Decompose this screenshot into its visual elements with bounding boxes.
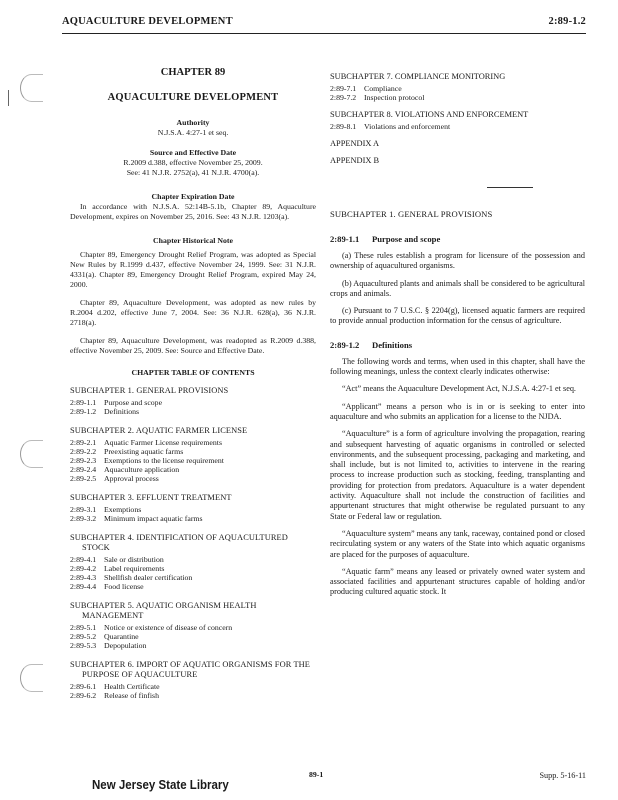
- body-subchapter-heading: SUBCHAPTER 1. GENERAL PROVISIONS: [330, 209, 493, 219]
- toc-entry[interactable]: 2:89-3.2 Minimum impact aquatic farms: [70, 514, 203, 523]
- body-paragraph: (a) These rules establish a program for licensure of the possession and ownership of aquacultured organisms.: [330, 251, 585, 271]
- section-heading: [330, 340, 585, 351]
- section-number: 2:89-1.1: [330, 234, 360, 244]
- definition-paragraph: “Aquaculture” is a form of agriculture involving the propagation, rearing and subsequent harvesting of aquatic organisms in controlled or selected environments, and the subsequent processing, packaging and marketing, and shall include, but is not limited to, activities to intervene in the rearing process to increase production such as stocking, feeding, transplanting and providing for protection from predators. Aquaculture is a water dependent activity. Aquaculture shall not include the construction of facilities and appurtenant structures that might otherwise be regulated pursuant to any State or Federal law or regulation.: [330, 429, 585, 521]
- binding-hole-mark: [20, 440, 43, 468]
- body-paragraph: (c) Pursuant to 7 U.S.C. § 2204(g), licensed aquatic farmers are required to provide annual production information for the census of agriculture.: [330, 306, 585, 326]
- toc-subchapter: SUBCHAPTER 3. EFFLUENT TREATMENT: [70, 493, 232, 502]
- definition-paragraph: “Aquaculture system” means any tank, raceway, contained pond or closed recirculating system or any waters of the State into which aquatic organisms are placed for the purposes of aquaculture.: [330, 528, 585, 559]
- section-title: Purpose and scope: [372, 234, 441, 244]
- supplement-date: Supp. 5-16-11: [539, 771, 586, 780]
- definition-paragraph: “Act” means the Aquaculture Development Act, N.J.S.A. 4:27-1 et seq.: [342, 384, 576, 394]
- section-title: Definitions: [372, 339, 413, 350]
- toc-appendix-b[interactable]: APPENDIX B: [330, 156, 380, 165]
- body-paragraph: The following words and terms, when used in this chapter, shall have the following meanings, unless the context clearly indicates otherwise:: [330, 356, 585, 377]
- toc-entry[interactable]: 2:89-4.4 Food license: [70, 582, 144, 591]
- toc-entry[interactable]: 2:89-4.1 Sale or distribution: [70, 555, 164, 564]
- library-stamp: New Jersey State Library: [92, 778, 229, 792]
- toc-section-list: [70, 555, 316, 591]
- toc-entry[interactable]: 2:89-2.1 Aquatic Farmer License requirements: [70, 438, 222, 447]
- history-heading: Chapter Historical Note: [153, 236, 233, 245]
- toc-subchapter: SUBCHAPTER 7. COMPLIANCE MONITORING: [330, 72, 506, 81]
- history-note: Chapter 89, Aquaculture Development, was adopted as new rules by R.2004 d.202, effective June 7, 2004. See: 36 N.J.R. 628(a), 36 N.J.R. 2718(a).: [70, 298, 316, 327]
- body-paragraph: (b) Aquacultured plants and animals shall be considered to be agricultural crops and animals.: [330, 278, 585, 298]
- running-header-title: AQUACULTURE DEVELOPMENT: [62, 16, 233, 27]
- history-note: Chapter 89, Aquaculture Development, was readopted as R.2009 d.388, effective November 25, 2009. See: Source and Effective Date.: [70, 336, 316, 355]
- page-number: 89-1: [309, 770, 324, 779]
- toc-entry[interactable]: 2:89-4.3 Shellfish dealer certification: [70, 573, 193, 582]
- toc-section-list: [330, 84, 585, 102]
- authority-text: N.J.S.A. 4:27-1 et seq.: [157, 128, 229, 137]
- toc-entry[interactable]: 2:89-4.2 Label requirements: [70, 564, 165, 573]
- toc-subchapter: SUBCHAPTER 5. AQUATIC ORGANISM HEALTH MANAGEMENT: [70, 601, 257, 620]
- toc-section-list: [330, 122, 585, 131]
- expiration-text: In accordance with N.J.S.A. 52:14B-5.1b, Chapter 89, Aquaculture Development, expires on November 25, 2016. See: 43 N.J.R. 1203(a).: [70, 202, 316, 221]
- source-heading: Source and Effective Date: [149, 148, 237, 157]
- running-header-code: 2:89-1.2: [548, 16, 586, 27]
- toc-entry[interactable]: 2:89-5.1 Notice or existence of disease of concern: [70, 623, 233, 632]
- authority-heading: Authority: [176, 118, 210, 127]
- toc-subchapter: SUBCHAPTER 4. IDENTIFICATION OF AQUACULTURED STOCK: [70, 533, 288, 552]
- toc-entry[interactable]: 2:89-6.2 Release of finfish: [70, 691, 159, 700]
- toc-entry[interactable]: 2:89-7.1 Compliance: [330, 84, 402, 93]
- binding-bar-mark: [8, 90, 9, 106]
- toc-entry[interactable]: 2:89-5.3 Depopulation: [70, 641, 147, 650]
- section-number: 2:89-1.2: [330, 339, 360, 350]
- definition-paragraph: “Aquatic farm” means any leased or privately owned water system and associated facilities and appurtenant structures capable of holding and/or producing cultured aquatic stock. It: [330, 566, 585, 597]
- toc-entry[interactable]: 2:89-2.5 Approval process: [70, 474, 159, 483]
- section-heading: [330, 234, 585, 245]
- toc-entry[interactable]: 2:89-7.2 Inspection protocol: [330, 93, 425, 102]
- toc-subchapter: SUBCHAPTER 8. VIOLATIONS AND ENFORCEMENT: [330, 110, 529, 119]
- binding-hole-mark: [20, 664, 43, 692]
- toc-heading: CHAPTER TABLE OF CONTENTS: [131, 368, 255, 377]
- toc-entry[interactable]: 2:89-6.1 Health Certificate: [70, 682, 160, 691]
- header-rule: [62, 33, 586, 34]
- toc-subchapter: SUBCHAPTER 1. GENERAL PROVISIONS: [70, 386, 229, 395]
- toc-section-list: [70, 505, 316, 523]
- toc-subchapter: SUBCHAPTER 2. AQUATIC FARMER LICENSE: [70, 426, 248, 435]
- toc-entry[interactable]: 2:89-2.3 Exemptions to the license requirement: [70, 456, 224, 465]
- toc-appendix-a[interactable]: APPENDIX A: [330, 139, 380, 148]
- toc-entry[interactable]: 2:89-2.4 Aquaculture application: [70, 465, 180, 474]
- toc-entry[interactable]: 2:89-1.1 Purpose and scope: [70, 398, 163, 407]
- toc-entry[interactable]: 2:89-2.2 Preexisting aquatic farms: [70, 447, 184, 456]
- expiration-heading: Chapter Expiration Date: [151, 192, 235, 201]
- chapter-label: CHAPTER 89: [160, 67, 226, 78]
- toc-section-list: [70, 398, 316, 416]
- toc-subchapter: SUBCHAPTER 6. IMPORT OF AQUATIC ORGANISMS FOR THE PURPOSE OF AQUACULTURE: [70, 660, 311, 679]
- toc-entry[interactable]: 2:89-3.1 Exemptions: [70, 505, 142, 514]
- source-line: R.2009 d.388, effective November 25, 2009.: [123, 158, 263, 167]
- toc-entry[interactable]: 2:89-5.2 Quarantine: [70, 632, 139, 641]
- binding-hole-mark: [20, 74, 43, 102]
- chapter-title: AQUACULTURE DEVELOPMENT: [107, 92, 279, 103]
- toc-section-list: [70, 623, 316, 650]
- toc-entry[interactable]: 2:89-1.2 Definitions: [70, 407, 140, 416]
- toc-section-list: [70, 438, 316, 483]
- history-note: Chapter 89, Emergency Drought Relief Program, was adopted as Special New Rules by R.1999 d.437, effective November 24, 1999. See: 31 N.J.R. 4331(a). Chapter 89, Emergency Drought Relief Program, expired May 24, 2000.: [70, 250, 316, 289]
- right-column: [330, 72, 585, 605]
- left-column: [70, 66, 316, 710]
- section-divider: [487, 187, 533, 188]
- toc-section-list: [70, 682, 316, 700]
- definition-paragraph: “Applicant” means a person who is in or is seeking to enter into aquaculture and who submits an application for a license to the NJDA.: [330, 401, 585, 421]
- running-header: [62, 16, 586, 32]
- source-line: See: 41 N.J.R. 2752(a), 41 N.J.R. 4700(a).: [126, 168, 260, 177]
- toc-entry[interactable]: 2:89-8.1 Violations and enforcement: [330, 122, 451, 131]
